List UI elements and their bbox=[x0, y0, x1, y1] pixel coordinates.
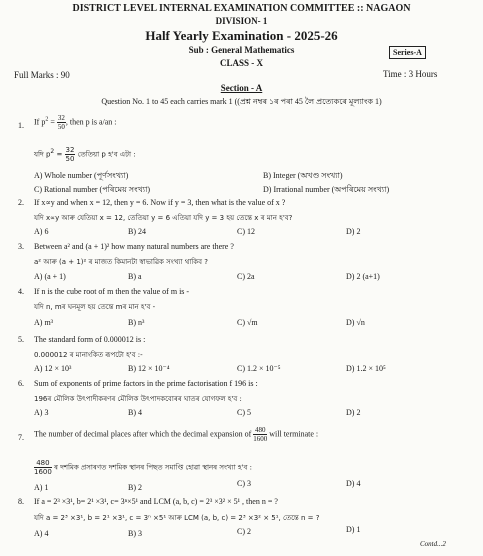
series-badge: Series-A bbox=[389, 46, 426, 59]
option-d[interactable]: D) 2 bbox=[346, 408, 361, 417]
question-text: Between a² and (a + 1)² how many natural numbers are there ? bbox=[34, 242, 234, 251]
bengali-text-part: যদি p bbox=[34, 150, 51, 159]
question-number: 1. bbox=[18, 121, 24, 130]
fraction bbox=[57, 114, 66, 131]
option-b[interactable]: B) 3 bbox=[128, 529, 142, 538]
option-b[interactable]: B) Integer (অখণ্ড সংখ্যা) bbox=[263, 171, 343, 180]
option-d[interactable]: D) Irrational number (অপৰিমেয় সংখ্যা) bbox=[263, 185, 390, 194]
question-text-part: = bbox=[48, 117, 57, 127]
option-c[interactable]: C) 1.2 × 10⁻⁵ bbox=[237, 364, 281, 373]
fraction-numerator: 480 bbox=[34, 459, 52, 468]
option-a[interactable]: A) (a + 1) bbox=[34, 272, 66, 281]
exam-title: Half Yearly Examination - 2025-26 bbox=[145, 28, 338, 43]
bengali-text-part: ৰ দশমিক প্ৰসাৰণত দশমিক স্থানৰ পিছত সমাপ্তি হোৱা স্থানৰ সংখ্যা হ'ব : bbox=[51, 463, 252, 472]
subject-label: Sub : General Mathematics bbox=[188, 45, 295, 55]
option-b[interactable]: B) 2 bbox=[128, 483, 142, 492]
option-a[interactable]: A) 12 × 10³ bbox=[34, 364, 72, 373]
option-d[interactable]: D) 4 bbox=[346, 479, 361, 488]
question-number: 4. bbox=[18, 287, 24, 296]
question-text: If x∝y and when x = 12, then y = 6. Now if y = 3, then what is the value of x ? bbox=[34, 198, 286, 207]
committee-title: DISTRICT LEVEL INTERNAL EXAMINATION COMMITTEE :: NAGAON bbox=[72, 3, 411, 14]
question-text: Sum of exponents of prime factors in the prime factorisation f 196 is : bbox=[34, 379, 258, 388]
option-a[interactable]: A) 1 bbox=[34, 483, 49, 492]
option-a[interactable]: A) 4 bbox=[34, 529, 49, 538]
question-number: 7. bbox=[18, 433, 24, 442]
option-c[interactable]: C) 2 bbox=[237, 527, 251, 536]
question-number: 6. bbox=[18, 379, 24, 388]
option-b[interactable]: B) a bbox=[128, 272, 142, 281]
fraction-denominator: 50 bbox=[65, 155, 75, 163]
option-a[interactable]: A) m³ bbox=[34, 318, 54, 327]
continued-label: Contd...2 bbox=[420, 540, 446, 548]
option-d[interactable]: D) 1 bbox=[346, 525, 361, 534]
question-text-bengali: যদি p2 = $\frac{32}{50}$ তেতিয়া p হ'ব এটা : bbox=[34, 146, 136, 163]
question-text-bengali: যদি x∝y আৰু যেতিয়া x = 12, তেতিয়া y = 6 এতিয়া যদি y = 3 হয় তেন্তে x ৰ মান হ'ব? bbox=[34, 214, 293, 222]
option-b[interactable]: B) 4 bbox=[128, 408, 142, 417]
fraction bbox=[65, 146, 76, 163]
question-text bbox=[34, 426, 318, 443]
question-text-part: The number of decimal places after which the decimal expansion of bbox=[34, 429, 254, 439]
question-text-bengali: 0.000012 ৰ মানাংকিত ৰূপটো হ'ব :- bbox=[34, 351, 143, 359]
bengali-text-part: তেতিয়া p হ'ব এটা : bbox=[75, 150, 136, 159]
question-text: If n is the cube root of m then the value of m is - bbox=[34, 287, 190, 296]
question-text-bengali: যদি n, mৰ ঘনমূল হয় তেন্তে mৰ মান হ'ব - bbox=[34, 303, 156, 311]
question-text-bengali: যদি a = 2³ ×3¹, b = 2¹ ×3¹, c = 3ⁿ ×5¹ আৰু LCM (a, b, c) = 2³ ×3² × 5¹, তেন্তে n = ? bbox=[34, 514, 320, 522]
fraction bbox=[253, 426, 267, 443]
question-text-part: If p bbox=[34, 117, 46, 127]
fraction-denominator: 1600 bbox=[253, 435, 268, 443]
question-text: If $p^2$ = $\frac{32}{50}$ , then p is a/an : bbox=[34, 114, 117, 131]
option-d[interactable]: D) 2 (a+1) bbox=[346, 272, 380, 281]
option-c[interactable]: C) Rational number (পৰিমেয় সংখ্যা) bbox=[34, 185, 151, 194]
question-number: 3. bbox=[18, 242, 24, 251]
question-text-part: will terminate : bbox=[267, 429, 319, 439]
instruction-line: Question No. 1 to 45 each carries mark 1 ((প্ৰশ্ন নম্বৰ ১ৰ পৰা 45 লৈ প্ৰত্যেকৰে মূল্যাংক 1) bbox=[101, 97, 382, 106]
question-text: The standard form of 0.000012 is : bbox=[34, 335, 146, 344]
division-label: DIVISION- 1 bbox=[215, 16, 268, 26]
question-text-bengali: 196ৰ মৌলিক উৎপাদীকৰণৰ মৌলিক উৎপাদকবোৰৰ ঘাতৰ যোগফল হ'ব : bbox=[34, 395, 242, 403]
question-text-part: , then p is a/an : bbox=[65, 117, 117, 127]
option-d[interactable]: D) √n bbox=[346, 318, 365, 327]
class-label: CLASS - X bbox=[219, 58, 263, 68]
question-text-bengali: a² আৰু (a + 1)² ৰ মাজত কিমানটা স্বাভাৱিক সংখ্যা থাকিব ? bbox=[34, 258, 208, 266]
question-text-bengali bbox=[34, 459, 252, 476]
full-marks: Full Marks : 90 bbox=[14, 70, 70, 80]
option-d[interactable]: D) 2 bbox=[346, 227, 361, 236]
option-c[interactable]: C) √m bbox=[237, 318, 258, 327]
fraction-numerator: 32 bbox=[65, 146, 75, 154]
question-number: 5. bbox=[18, 335, 24, 344]
option-a[interactable]: A) 6 bbox=[34, 227, 49, 236]
option-b[interactable]: B) 12 × 10⁻⁴ bbox=[128, 364, 170, 373]
fraction-denominator: 1600 bbox=[34, 468, 52, 476]
fraction bbox=[34, 459, 52, 476]
option-c[interactable]: C) 2a bbox=[237, 272, 255, 281]
fraction-numerator: 480 bbox=[255, 426, 266, 434]
fraction-numerator: 32 bbox=[57, 114, 65, 122]
option-a[interactable]: A) Whole number (পূৰ্ণসংখ্যা) bbox=[34, 171, 129, 180]
time-label: Time : 3 Hours bbox=[383, 69, 438, 79]
question-number: 8. bbox=[18, 497, 24, 506]
option-c[interactable]: C) 5 bbox=[237, 408, 251, 417]
option-b[interactable]: B) 24 bbox=[128, 227, 146, 236]
fraction-denominator: 50 bbox=[57, 123, 65, 131]
option-c[interactable]: C) 3 bbox=[237, 479, 251, 488]
option-c[interactable]: C) 12 bbox=[237, 227, 255, 236]
option-d[interactable]: D) 1.2 × 10⁵ bbox=[346, 364, 386, 373]
option-a[interactable]: A) 3 bbox=[34, 408, 49, 417]
question-number: 2. bbox=[18, 198, 24, 207]
section-heading: Section - A bbox=[220, 83, 263, 93]
option-b[interactable]: B) n³ bbox=[128, 318, 145, 327]
question-text: If a = 2³ ×3¹, b= 2¹ ×3¹, c= 3ⁿ×5¹ and LCM (a, b, c) = 2³ ×3² × 5¹ , then n = ? bbox=[34, 497, 278, 506]
